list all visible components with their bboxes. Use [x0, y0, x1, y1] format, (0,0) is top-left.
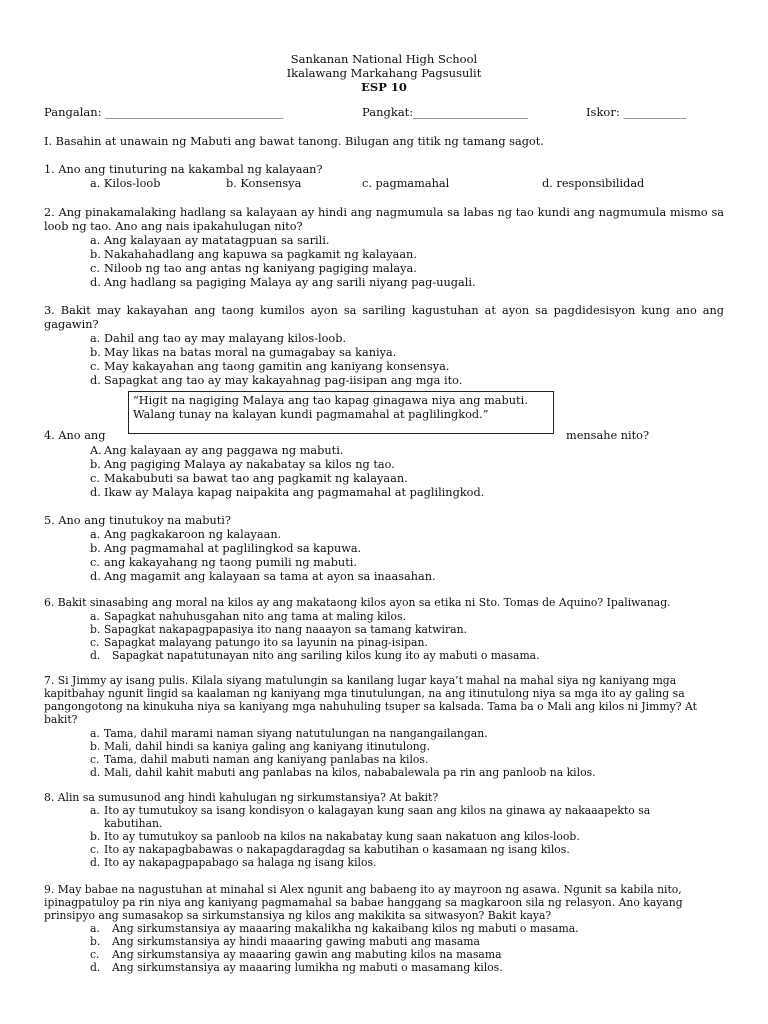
q5-option-c[interactable] [90, 556, 357, 570]
option-letter: a. [90, 332, 101, 345]
option-letter: c. [90, 636, 100, 649]
option-letter: d. [90, 649, 101, 662]
option-text: Ang sirkumstansiya ay maaaring makalikha ng kakaibang kilos ng mabuti o masama. [112, 922, 579, 935]
score-field[interactable]: Iskor: ___________ [586, 105, 687, 119]
q1-option-a[interactable]: a. Kilos-loob [90, 177, 161, 190]
q9-option-a[interactable] [90, 922, 579, 936]
option-letter: a. [90, 727, 100, 740]
q2-option-b[interactable] [90, 248, 417, 262]
q7-option-c[interactable] [90, 753, 428, 767]
option-letter: A. [90, 444, 102, 457]
option-letter: d. [90, 374, 101, 387]
option-letter: c. [90, 472, 100, 485]
option-text: Sapagkat nahuhusgahan nito ang tama at maling kilos. [104, 610, 407, 623]
option-text: Ang pagkakaroon ng kalayaan. [104, 528, 282, 541]
section-field[interactable]: Pangkat:____________________ [362, 105, 529, 119]
option-letter: a. [90, 528, 101, 541]
option-text: Dahil ang tao ay may malayang kilos-loob. [104, 332, 347, 345]
question-8: 8. Alin sa sumusunod ang hindi kahulugan ng sirkumstansiya? At bakit? [44, 791, 439, 804]
option-text: May kakayahan ang taong gamitin ang kaniyang konsensya. [104, 360, 450, 373]
question-4-lead: 4. Ano ang [44, 429, 106, 442]
q3-option-b[interactable] [90, 346, 396, 360]
option-text: Sapagkat ang tao ay may kakayahnag pag-iisipan ang mga ito. [104, 374, 463, 387]
option-letter: d. [90, 766, 101, 779]
q8-option-d[interactable] [90, 856, 376, 870]
option-letter: b. [90, 623, 101, 636]
option-letter: d. [90, 961, 101, 974]
q6-option-c[interactable] [90, 636, 428, 650]
option-letter: c. [90, 556, 100, 569]
instruction: I. Basahin at unawain ng Mabuti ang bawat tanong. Bilugan ang titik ng tamang sagot. [44, 135, 544, 148]
q2-option-c[interactable] [90, 262, 417, 276]
school-name: Sankanan National High School [290, 52, 478, 66]
quote-line-1: “Higit na nagiging Malaya ang tao kapag ginagawa niya ang mabuti. [133, 394, 528, 407]
q6-option-b[interactable] [90, 623, 467, 637]
quote-line-2: Walang tunay na kalayan kundi pagmamahal at paglilingkod.” [133, 407, 489, 421]
option-text: Ito ay tumutukoy sa panloob na kilos na nakabatay kung saan nakatuon ang kilos-loob. [104, 830, 580, 843]
option-text: Ikaw ay Malaya kapag naipakita ang pagmamahal at paglilingkod. [104, 486, 485, 499]
option-text: Ang magamit ang kalayaan sa tama at ayon sa inaasahan. [104, 570, 436, 583]
question-4-tail: mensahe nito? [566, 429, 650, 442]
option-letter: b. [90, 935, 101, 948]
option-text: Nakahahadlang ang kapuwa sa pagkamit ng kalayaan. [104, 248, 417, 261]
q8-option-a-text-2: kabutihan. [104, 817, 163, 830]
q4-option-b[interactable] [90, 458, 395, 472]
q8-option-a[interactable] [90, 804, 104, 818]
option-letter: d. [90, 486, 101, 499]
q5-option-b[interactable] [90, 542, 361, 556]
option-text: Sapagkat nakapagpapasiya ito nang naaayon sa tamang katwiran. [104, 623, 467, 636]
q4-option-a[interactable] [90, 444, 343, 458]
option-letter: a. [90, 922, 100, 935]
q7-option-a[interactable] [90, 727, 488, 741]
q1-option-b[interactable]: b. Konsensya [226, 177, 302, 190]
q1-option-c[interactable]: c. pagmamahal [362, 177, 450, 190]
q9-option-b[interactable] [90, 935, 480, 949]
option-text: Ang kalayaan ay matatagpuan sa sarili. [104, 234, 330, 247]
q3-option-c[interactable] [90, 360, 449, 374]
option-text: Ang pagiging Malaya ay nakabatay sa kilos ng tao. [104, 458, 395, 471]
q3-option-a[interactable] [90, 332, 346, 346]
option-text: Ito ay nakapagpapabago sa halaga ng isang kilos. [104, 856, 377, 869]
option-text: Tama, dahil marami naman siyang natutulungan na nangangailangan. [104, 727, 488, 740]
option-letter: a. [90, 610, 100, 623]
q4-option-d[interactable] [90, 486, 484, 500]
q5-option-a[interactable] [90, 528, 281, 542]
exam-title: Ikalawang Markahang Pagsusulit [286, 66, 482, 80]
option-letter: a. [90, 804, 100, 817]
question-6: 6. Bakit sinasabing ang moral na kilos ay ang makataong kilos ayon sa etika ni Sto. Tomas de Aquino? Ipaliwanag. [44, 596, 671, 609]
question-9: 9. May babae na nagustuhan at minahal si Alex ngunit ang babaeng ito ay mayroon ng asawa. Ngunit sa kabila nito, ipinagpatuloy pa rin niya ang kaniyang pagmamahal sa babae hanggang sa magkaroon sila ng relasyon. Ano kayang prinsipyo ang sumasakop sa sirkumstansiya ng kilos ang makikita sa sitwasyon? Bakit kaya? [44, 883, 683, 922]
option-letter: c. [90, 360, 100, 373]
option-letter: b. [90, 248, 101, 261]
q3-option-d[interactable] [90, 374, 462, 388]
q7-option-d[interactable] [90, 766, 596, 780]
option-text: May likas na batas moral na gumagabay sa kaniya. [104, 346, 397, 359]
option-text: Makabubuti sa bawat tao ang pagkamit ng kalayaan. [104, 472, 408, 485]
option-letter: c. [90, 843, 100, 856]
option-text: Mali, dahil kahit mabuti ang panlabas na kilos, nababalewala pa rin ang panloob na kilos. [104, 766, 596, 779]
option-letter: c. [90, 753, 100, 766]
option-letter: b. [90, 542, 101, 555]
option-text: Ang sirkumstansiya ay maaaring gawin ang mabuting kilos na masama [112, 948, 502, 961]
q9-option-d[interactable] [90, 961, 503, 975]
option-letter: d. [90, 856, 101, 869]
question-1: 1. Ano ang tinuturing na kakambal ng kalayaan? [44, 163, 323, 176]
question-7: 7. Si Jimmy ay isang pulis. Kilala siyang matulungin sa kanilang lugar kaya’t mahal na mahal siya ng kaniyang mga kapitbahay ngunit lingid sa kaalaman ng kaniyang mga tinutulungan, na ang itinutulong niya sa mga ito ay galing sa pangongotong na kinukuha niya sa kaniyang mga nahuhuling tsuper sa kalsada. Tama ba o Mali ang kilos ni Jimmy? At bakit? [44, 674, 697, 726]
option-letter: d. [90, 276, 101, 289]
q8-option-b[interactable] [90, 830, 580, 844]
option-text: Ang pagmamahal at paglilingkod sa kapuwa. [104, 542, 362, 555]
q6-option-a[interactable] [90, 610, 406, 624]
option-letter: a. [90, 234, 101, 247]
option-text: Tama, dahil mabuti naman ang kaniyang panlabas na kilos. [104, 753, 429, 766]
question-5: 5. Ano ang tinutukoy na mabuti? [44, 514, 231, 527]
name-field[interactable]: Pangalan: _______________________________ [44, 105, 284, 119]
option-text: Ang kalayaan ay ang paggawa ng mabuti. [104, 444, 344, 457]
option-text: Ang sirkumstansiya ay hindi maaaring gawing mabuti ang masama [112, 935, 480, 948]
option-letter: b. [90, 740, 101, 753]
subject-title: ESP 10 [361, 80, 407, 94]
question-3: 3. Bakit may kakayahan ang taong kumilos ayon sa sariling kagustuhan at ayon sa pagdidesisyon kung ano ang gagawin? [44, 304, 724, 331]
option-text: Sapagkat malayang patungo ito sa layunin na pinag-isipan. [104, 636, 428, 649]
option-text: ang kakayahang ng taong pumili ng mabuti. [104, 556, 357, 569]
q2-option-d[interactable] [90, 276, 476, 290]
quote-box [128, 391, 554, 434]
q8-option-a-text[interactable]: Ito ay tumutukoy sa isang kondisyon o kalagayan kung saan ang kilos na ginawa ay nakaaapekto sa [104, 804, 651, 817]
option-text: Sapagkat napatutunayan nito ang sariling kilos kung ito ay mabuti o masama. [112, 649, 540, 662]
q1-option-d[interactable]: d. responsibilidad [542, 177, 645, 190]
question-2: 2. Ang pinakamalaking hadlang sa kalayaan ay hindi ang nagmumula sa labas ng tao kundi ang nagmumula mismo sa loob ng tao. Ano ang nais ipakahulugan nito? [44, 206, 724, 233]
q4-option-c[interactable] [90, 472, 408, 486]
option-text: Mali, dahil hindi sa kaniya galing ang kaniyang itinutulong. [104, 740, 431, 753]
option-text: Ito ay nakapagbabawas o nakapagdaragdag sa kabutihan o kasamaan ng isang kilos. [104, 843, 570, 856]
option-letter: c. [90, 948, 100, 961]
option-letter: b. [90, 830, 101, 843]
q5-option-d[interactable] [90, 570, 436, 584]
q2-option-a[interactable] [90, 234, 329, 248]
q9-option-c[interactable] [90, 948, 502, 962]
q7-option-b[interactable] [90, 740, 430, 754]
option-letter: b. [90, 346, 101, 359]
option-letter: b. [90, 458, 101, 471]
q6-option-d[interactable] [90, 649, 540, 663]
q8-option-c[interactable] [90, 843, 570, 857]
option-letter: d. [90, 570, 101, 583]
option-text: Niloob ng tao ang antas ng kaniyang pagiging malaya. [104, 262, 417, 275]
option-text: Ang hadlang sa pagiging Malaya ay ang sarili niyang pag-uugali. [104, 276, 476, 289]
option-text: Ang sirkumstansiya ay maaaring lumikha ng mabuti o masamang kilos. [112, 961, 503, 974]
option-letter: c. [90, 262, 100, 275]
